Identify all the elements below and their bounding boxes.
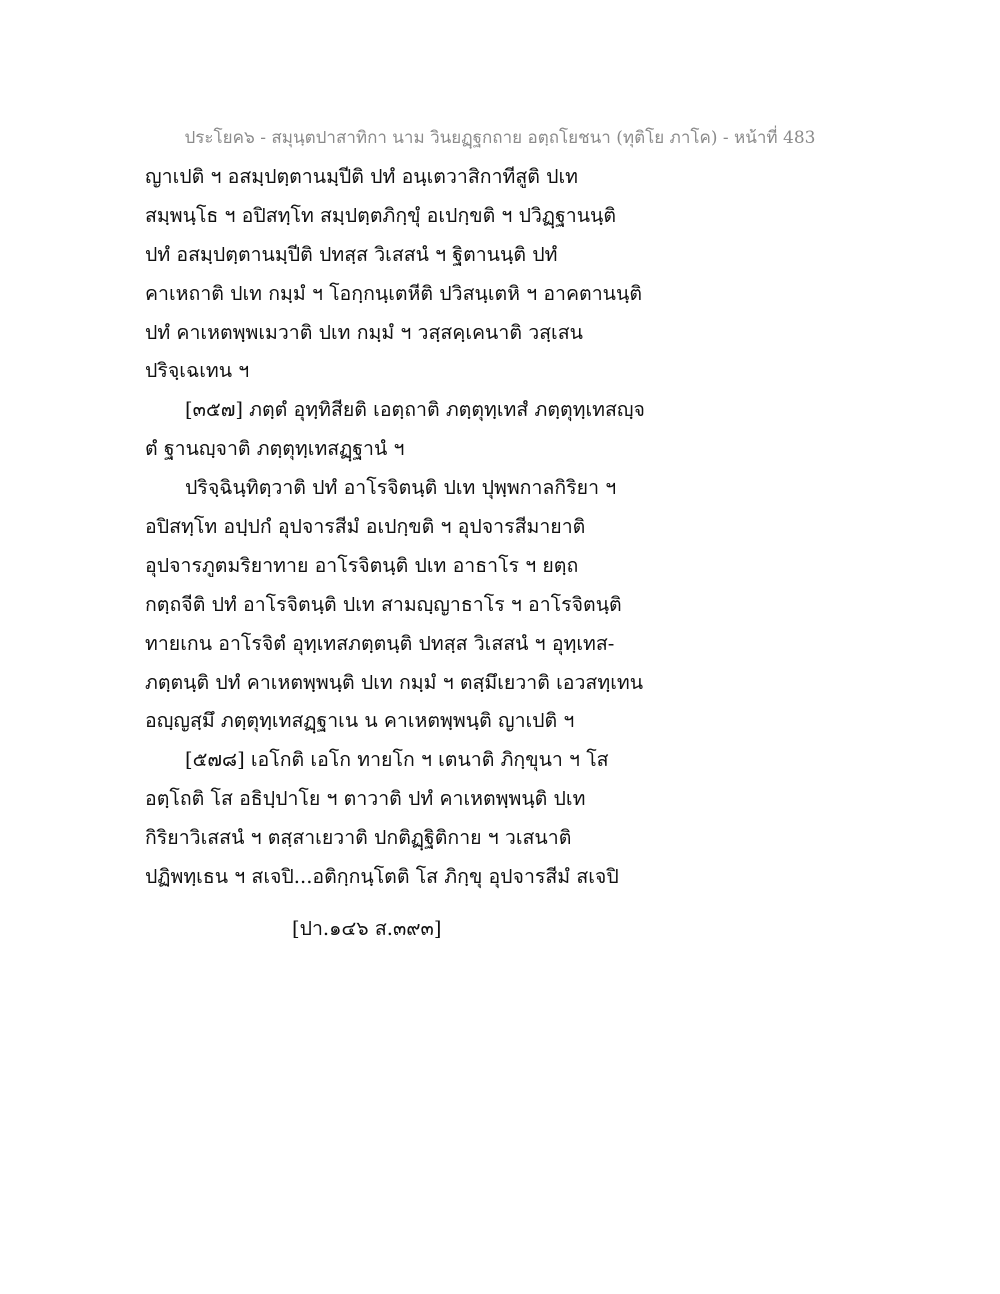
text-line: ปทํ คาเหตพฺพเมวาติ ปเท กมฺมํ ฯ วสฺสคฺเคนาติ วสฺเสน — [145, 320, 583, 344]
paragraph-start-line: [๓๕๗] ภตฺตํ อุทฺทิสียติ เอตฺถาติ ภตฺตุทฺเทสํ ภตฺตุทฺเทสญฺจ — [185, 398, 645, 422]
text-line: ภตฺตนฺติ ปทํ คาเหตพฺพนฺติ ปเท กมฺมํ ฯ ตสฺมึเยวาติ เอวสทฺเทน — [145, 670, 644, 694]
text-line: ปฏิพทฺเธน ฯ สเจปิ...อติกฺกนฺโตติ โส ภิกฺขุ อุปจารสีมํ สเจปิ — [145, 865, 619, 889]
paragraph-start-line: ปริจฺฉินฺทิตฺวาติ ปทํ อาโรจิตนฺติ ปเท ปุพฺพกาลกิริยา ฯ — [185, 476, 617, 500]
text-line: อตฺโถติ โส อธิปฺปาโย ฯ ตาวาติ ปทํ คาเหตพฺพนฺติ ปเท — [145, 787, 586, 811]
text-line: ตํ ฐานญฺจาติ ภตฺตุทฺเทสฏฺฐานํ ฯ — [145, 437, 405, 461]
text-line: ทายเกน อาโรจิตํ อุทฺเทสภตฺตนฺติ ปทสฺส วิเสสนํ ฯ อุทฺเทส- — [145, 631, 615, 655]
text-line: ปริจฺเฉเทน ฯ — [145, 359, 250, 383]
text-line: อญฺญสฺมึ ภตฺตุทฺเทสฏฺฐาเน น คาเหตพฺพนฺติ ญาเปติ ฯ — [145, 709, 575, 733]
running-header: ประโยค๖ - สมุนฺตปาสาทิกา นาม วินยฏฺฐกถาย อตฺถโยชนา (ทุติโย ภาโค) - หน้าที่ 483 — [184, 128, 816, 148]
text-line: คาเหถาติ ปเท กมฺมํ ฯ โอกฺกนฺเตหีติ ปวิสนฺเตหิ ฯ อาคตานนฺติ — [145, 281, 642, 305]
paragraph-start-line: [๕๗๘] เอโกติ เอโก ทายโก ฯ เตนาติ ภิกฺขุนา ฯ โส — [185, 748, 609, 772]
page-reference: [ปา.๑๔๖ ส.๓๙๓] — [292, 917, 442, 940]
text-line: ญาเปติ ฯ อสมฺปตฺตานมฺปีติ ปทํ อนฺเตวาสิกาทีสูติ ปเท — [145, 165, 579, 188]
text-line: อุปจารภูตมริยาทาย อาโรจิตนฺติ ปเท อาธาโร ฯ ยตฺถ — [145, 553, 579, 577]
text-line: กตฺถจีติ ปทํ อาโรจิตนฺติ ปเท สามญฺญาธาโร ฯ อาโรจิตนฺติ — [145, 592, 622, 616]
text-line: สมฺพนฺโธ ฯ อปิสทฺโท สมฺปตฺตภิกฺขุํ อเปกฺขติ ฯ ปวิฏฺฐานนฺติ — [145, 203, 617, 227]
body-text — [145, 158, 865, 897]
text-line: กิริยาวิเสสนํ ฯ ตสฺสาเยวาติ ปกติฏฺฐิติกาย ฯ วเสนาติ — [145, 826, 572, 850]
text-line: อปิสทฺโท อปฺปกํ อุปจารสีมํ อเปกฺขติ ฯ อุปจารสีมายาติ — [145, 515, 586, 539]
text-line: ปทํ อสมฺปตฺตานมฺปีติ ปทสฺส วิเสสนํ ฯ ฐิตานนฺติ ปทํ — [145, 242, 558, 266]
